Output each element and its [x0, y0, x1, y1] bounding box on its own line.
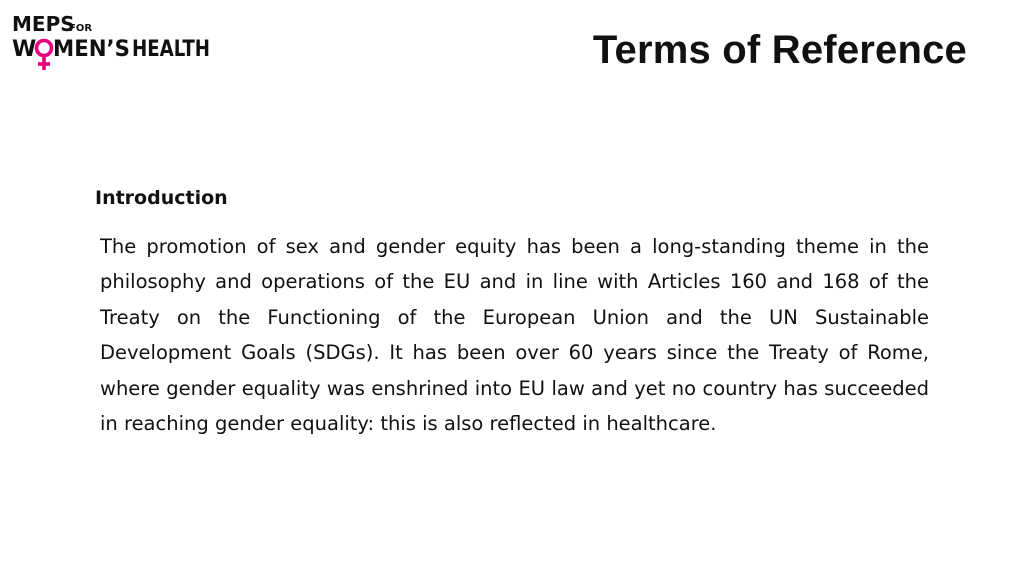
page-title: Terms of Reference	[592, 28, 967, 72]
female-symbol-icon	[37, 41, 52, 71]
meps-for-womens-health-logo	[12, 12, 212, 74]
section-heading: Introduction	[95, 187, 228, 209]
logo-mens-text: MEN’S	[53, 37, 130, 62]
introduction-paragraph: The promotion of sex and gender equity has been a long-standing theme in the philosophy and operations of the EU and in line with Articles 160 and 168 of the Treaty on the Functioning of the European Union and the UN Sustainable Development Goals (SDGs). It has been over 60 years since the Treaty of Rome, where gender equality was enshrined into EU law and yet no country has succeeded in reaching gender equality: this is also reflected in healthcare.	[100, 235, 929, 436]
logo-meps-text: MEPS	[12, 12, 75, 36]
logo-w-text: W	[12, 37, 37, 62]
logo-for-text: FOR	[69, 23, 93, 34]
logo-health-text: HEALTH	[132, 37, 210, 62]
